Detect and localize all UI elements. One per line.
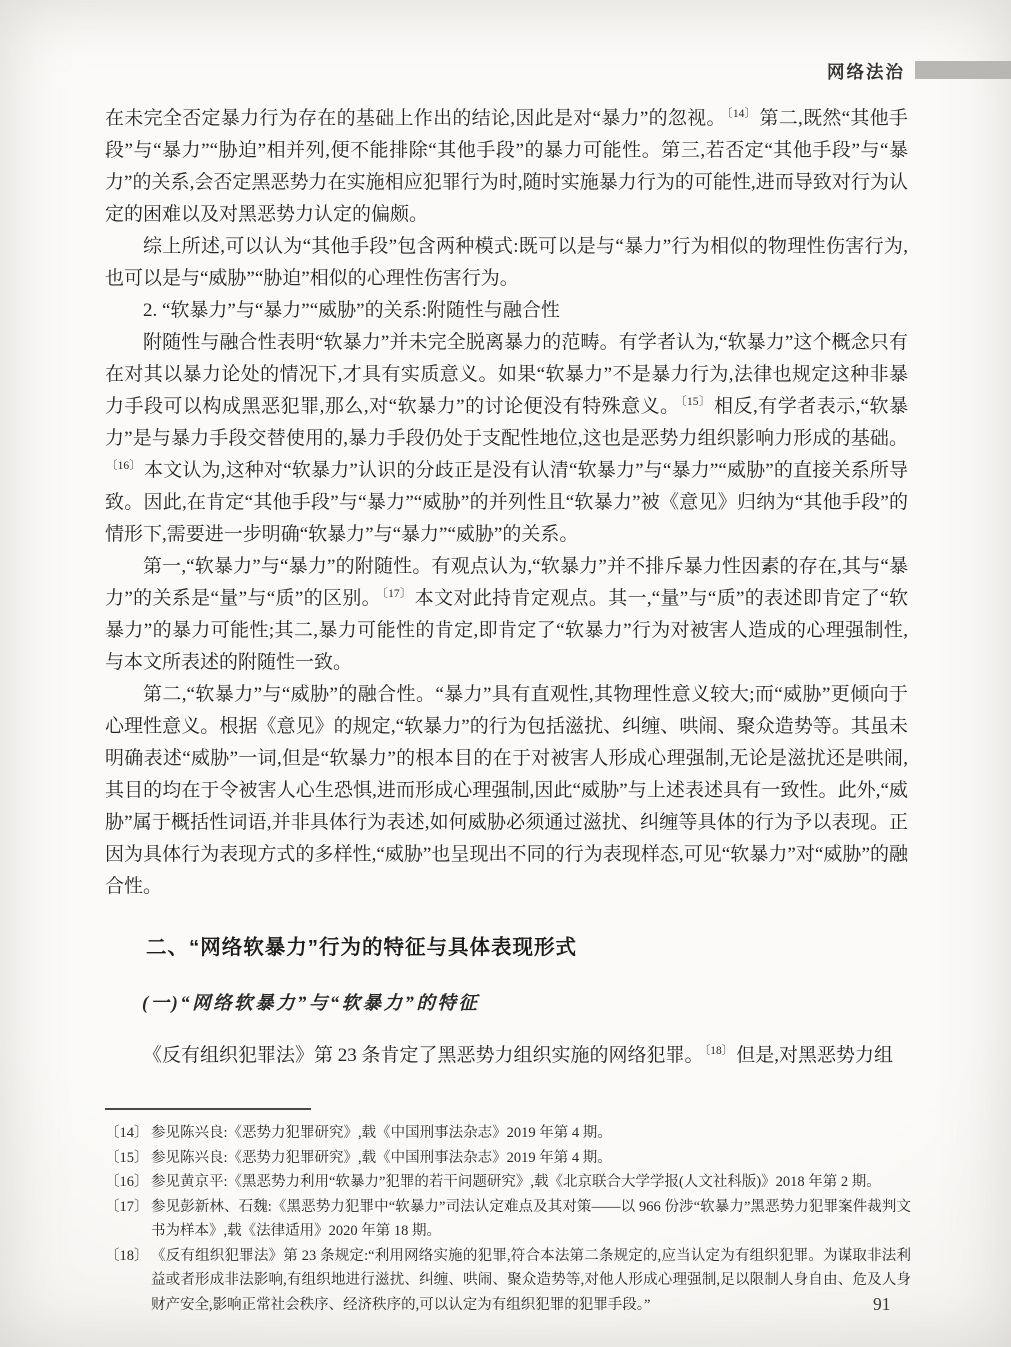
paragraph-first-point bbox=[105, 551, 908, 679]
paragraph-text: 本文对此持肯定观点。其一,“量”与“质”的表述即肯定了“软暴力”的暴力可能性;其二,暴力可能性的肯定,即肯定了“软暴力”行为对被害人造成的心理强制性,与本文所表述的附随性一致。 bbox=[105, 588, 908, 673]
page-number: 91 bbox=[873, 1294, 891, 1314]
footnote-text: 参见彭新林、石魏:《黑恶势力犯罪中“软暴力”司法认定难点及其对策——以 966 份涉“软暴力”黑恶势力犯罪案件裁判文书为样本》,载《法律适用》2020 年第 18 期。 bbox=[151, 1198, 911, 1239]
header-accent-bar bbox=[915, 61, 1011, 79]
footnote-marker: 〔14〕 bbox=[105, 1125, 149, 1141]
footnote-marker: 〔17〕 bbox=[105, 1198, 149, 1215]
footnote-divider bbox=[105, 1108, 311, 1110]
footnote-item bbox=[105, 1244, 911, 1318]
footnote-marker: 〔16〕 bbox=[105, 1174, 149, 1190]
footnotes-section bbox=[105, 1121, 911, 1317]
list-item-2 bbox=[105, 295, 908, 327]
paragraph-text: 但是,对黑恶势力组 bbox=[736, 1045, 894, 1066]
paragraph-text: 第二,“软暴力”与“威胁”的融合性。“暴力”具有直观性,其物理性意义较大;而“威胁”更倾向于心理性意义。根据《意见》的规定,“软暴力”的行为包括滋扰、纠缠、哄闹、聚众造势等。其虽未明确表述“威胁”一词,但是“软暴力”的根本目的在于对被害人形成心理强制,无论是滋扰还是哄闹,其目的均在于令被害人心生恐惧,进而形成心理强制,因此“威胁”与上述表述具有一致性。此外,“威胁”属于概括性词语,并非具体行为表述,如何威胁必须通过滋扰、纠缠等具体的行为予以表现。正因为具体行为表现方式的多样性,“威胁”也呈现出不同的行为表现样态,可见“软暴力”对“威胁”的融合性。 bbox=[105, 684, 908, 897]
paragraph-attachment-fusion bbox=[105, 327, 908, 551]
footnote-text: 《反有组织犯罪法》第 23 条规定:“利用网络实施的犯罪,符合本法第二条规定的,应当认定为有组织犯罪。为谋取非法利益或者形成非法影响,有组织地进行滋扰、纠缠、哄闹、聚众造势等,对他人形成心理强制,足以限制人身自由、危及人身财产安全,影响正常社会秩序、经济秩序的,可以认定为有组织犯罪的犯罪手段。” bbox=[151, 1247, 911, 1313]
footnote-item bbox=[105, 1195, 911, 1244]
paragraph-text: 附随性与融合性表明“软暴力”并未完全脱离暴力的范畴。有学者认为,“软暴力”这个概念只有在对其以暴力论处的情况下,才具有实质意义。如果“软暴力”不是暴力行为,法律也规定这种非暴力手段可以构成黑恶犯罪,那么,对“软暴力”的讨论便没有特殊意义。 bbox=[105, 332, 908, 417]
subsection-heading: (一)“网络软暴力”与“软暴力”的特征 bbox=[142, 994, 480, 1014]
paragraph-text: 综上所述,可以认为“其他手段”包含两种模式:既可以是与“暴力”行为相似的物理性伤害行为,也可以是与“威胁”“胁迫”相似的心理性伤害行为。 bbox=[105, 236, 908, 289]
footnote-marker: 〔15〕 bbox=[105, 1149, 149, 1166]
footnote-text: 参见陈兴良:《恶势力犯罪研究》,载《中国刑事法杂志》2019 年第 4 期。 bbox=[151, 1149, 612, 1166]
paragraph-summary bbox=[105, 231, 908, 295]
footnote-text: 参见陈兴良:《恶势力犯罪研究》,载《中国刑事法杂志》2019 年第 4 期。 bbox=[151, 1125, 612, 1141]
paragraph-text: 第一,“软暴力”与“暴力”的附随性。有观点认为,“软暴力”并不排斥暴力性因素的存在,其与“暴力”的关系是“量”与“质”的区别。 bbox=[105, 556, 908, 609]
footnote-ref-15: 〔15〕 bbox=[680, 395, 711, 408]
article-body bbox=[105, 103, 908, 1072]
header-section-title: 网络法治 bbox=[827, 62, 905, 82]
section-heading: 二、“网络软暴力”行为的特征与具体表现形式 bbox=[146, 936, 577, 959]
paragraph-second-point bbox=[105, 679, 908, 903]
footnote-item bbox=[105, 1170, 911, 1195]
paragraph-text: 2. “软暴力”与“暴力”“威胁”的关系:附随性与融合性 bbox=[143, 300, 560, 321]
paragraph-continuation bbox=[105, 103, 908, 231]
page-header bbox=[0, 57, 1011, 83]
footnote-ref-17: 〔17〕 bbox=[382, 587, 412, 600]
footnote-item bbox=[105, 1146, 911, 1171]
paragraph-text: 相反,有学者表示,“软暴力”是与暴力手段交替使用的,暴力手段仍处于支配性地位,这也是恶势力组织影响力形成的基础。 bbox=[105, 396, 908, 449]
footnote-ref-14: 〔14〕 bbox=[726, 107, 757, 120]
paragraph-text: 本文认为,这种对“软暴力”认识的分歧正是没有认清“软暴力”与“暴力”“威胁”的直接关系所导致。因此,在肯定“其他手段”与“暴力”“威胁”的并列性且“软暴力”被《意见》归纳为“其他手段”的情形下,需要进一步明确“软暴力”与“暴力”“威胁”的关系。 bbox=[105, 460, 909, 545]
paragraph-text: 《反有组织犯罪法》第 23 条肯定了黑恶势力组织实施的网络犯罪。 bbox=[143, 1045, 704, 1066]
footnote-text: 参见黄京平:《黑恶势力利用“软暴力”犯罪的若干问题研究》,载《北京联合大学学报(人文社科版)》2018 年第 2 期。 bbox=[151, 1174, 881, 1190]
paragraph-text: 在未完全否定暴力行为存在的基础上作出的结论,因此是对“暴力”的忽视。 bbox=[105, 108, 726, 129]
footnote-item bbox=[105, 1121, 911, 1146]
paragraph-text: 第二,既然“其他手段”与“暴力”“胁迫”相并列,便不能排除“其他手段”的暴力可能性。第三,若否定“其他手段”与“暴力”的关系,会否定黑恶势力在实施相应犯罪行为时,随时实施暴力行为的可能性,进而导致对行为认定的困难以及对黑恶势力认定的偏颇。 bbox=[105, 108, 909, 225]
paragraph-closing bbox=[105, 1040, 908, 1072]
footnote-ref-18: 〔18〕 bbox=[704, 1044, 734, 1057]
footnote-marker: 〔18〕 bbox=[105, 1247, 149, 1264]
footnote-ref-16: 〔16〕 bbox=[106, 459, 142, 472]
